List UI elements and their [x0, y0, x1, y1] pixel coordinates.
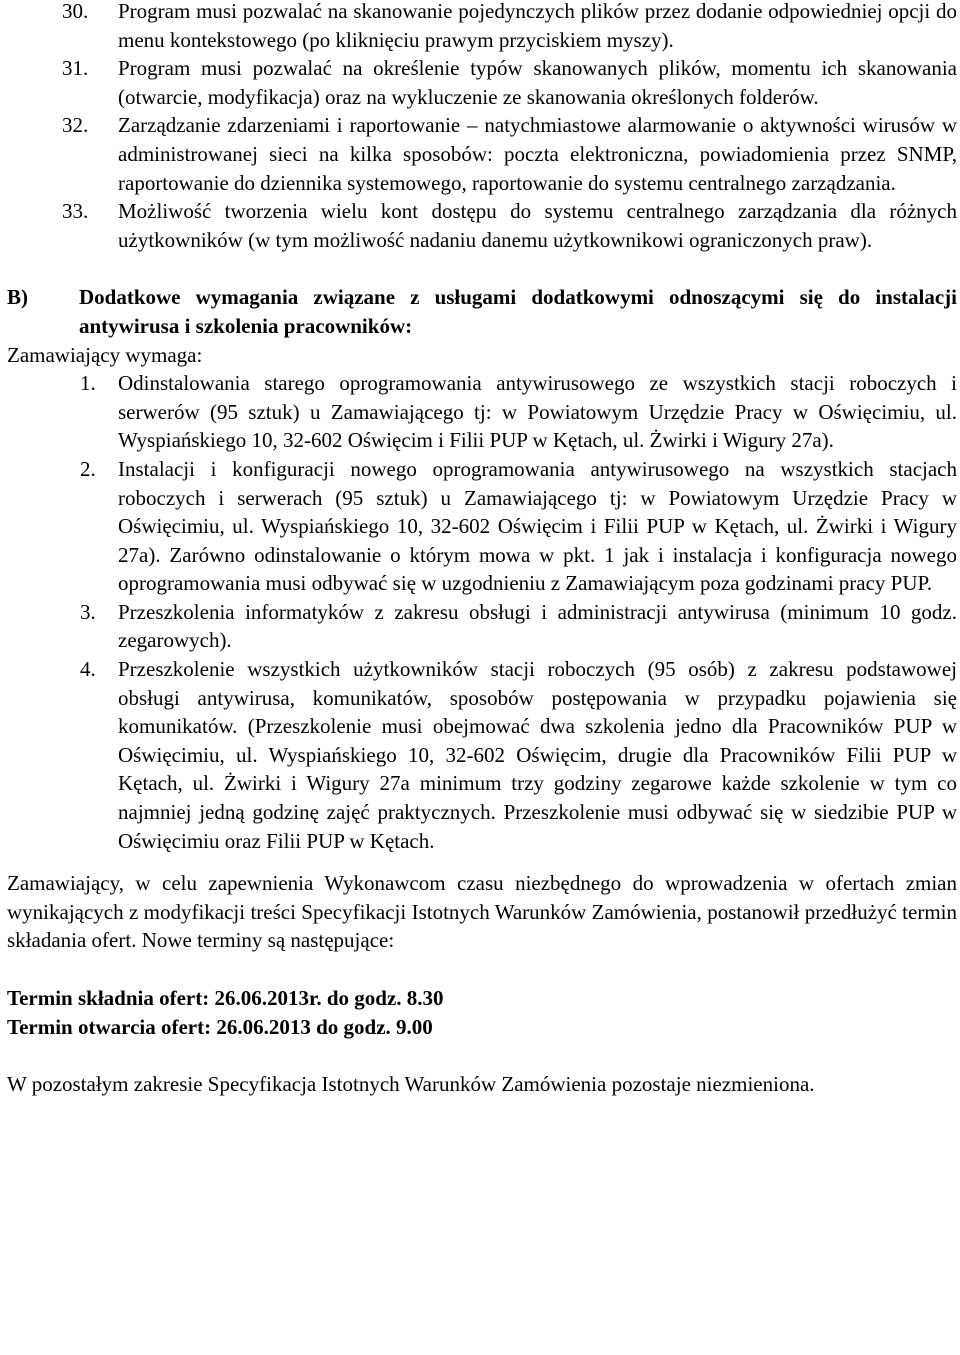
section-b [0, 283, 957, 855]
list-item-number: 2. [80, 456, 96, 481]
list-item [0, 197, 957, 254]
list-item-number: 32. [62, 113, 89, 138]
deadline-terms [0, 984, 957, 1041]
list-item-text: Zarządzanie zdarzeniami i raportowanie – natychmiastowe alarmowanie o aktywności wirusów w administrowanej sieci na kilka sposobów: poczta elektroniczna, powiadomienia przez SNMP, raportowanie do dziennika systemowego, raportowanie do systemu centralnego zarządzania. [118, 113, 957, 195]
list-item-text: Instalacji i konfiguracji nowego oprogramowania antywirusowego na wszystkich stacjach roboczych i serwerach (95 sztuk) u Zamawiającego tj: w Powiatowym Urzędzie Pracy w Oświęcimiu, ul. Wyspiańskiego 10, 32-602 Oświęcim i Filii PUP w Kętach, ul. Żwirki i Wigury 27a). Zarówno odinstalowanie o którym mowa w pkt. 1 jak i instalacja i konfiguracja nowego oprogramowania musi odbywać się w uzgodnieniu z Zamawiającym poza godzinami pracy PUP. [118, 456, 957, 596]
section-intro: Zamawiający wymaga: [7, 342, 203, 367]
opening-deadline: Termin otwarcia ofert: 26.06.2013 do godz. 9.00 [7, 1014, 433, 1039]
section-label: B) [7, 285, 28, 310]
list-item-number: 4. [80, 657, 96, 682]
list-item-number: 30. [62, 0, 89, 23]
list-item [0, 0, 957, 54]
list-item [0, 54, 957, 111]
submission-deadline: Termin składnia ofert: 26.06.2013r. do godz. 8.30 [7, 986, 444, 1010]
list-item [0, 111, 957, 197]
list-item-number: 33. [62, 199, 89, 224]
list-item [0, 369, 957, 455]
list-item-text: Możliwość tworzenia wielu kont dostępu do systemu centralnego zarządzania dla różnych użytkowników (w tym możliwość nadaniu danemu użytkownikowi ograniczonych praw). [118, 199, 957, 252]
list-item [0, 598, 957, 655]
list-item-number: 1. [80, 371, 96, 396]
list-item-text: Program musi pozwalać na skanowanie pojedynczych plików przez dodanie odpowiedniej opcji do menu kontekstowego (po kliknięciu prawym przyciskiem myszy). [118, 0, 957, 52]
closing-paragraph: W pozostałym zakresie Specyfikacja Istotnych Warunków Zamówienia pozostaje niezmieniona. [7, 1072, 815, 1097]
list-item-text: Program musi pozwalać na określenie typów skanowanych plików, momentu ich skanowania (otwarcie, modyfikacja) oraz na wykluczenie ze skanowania określonych folderów. [118, 56, 957, 109]
list-item-number: 31. [62, 56, 89, 81]
section-heading [0, 283, 957, 340]
list-item-text: Przeszkolenia informatyków z zakresu obsługi i administracji antywirusa (minimum 10 godz. zegarowych). [118, 599, 957, 653]
list-item [0, 655, 957, 855]
list-item-number: 3. [80, 599, 96, 624]
list-item [0, 455, 957, 598]
section-heading-text: Dodatkowe wymagania związane z usługami dodatkowymi odnoszącymi się do instalacji antywirusa i szkolenia pracowników: [79, 285, 957, 338]
deadline-extension-paragraph: Zamawiający, w celu zapewnienia Wykonawcom czasu niezbędnego do wprowadzenia w ofertach zmian wynikających z modyfikacji treści Specyfikacji Istotnych Warunków Zamówienia, postanowił przedłużyć termin składania ofert. Nowe terminy są następujące: [7, 871, 957, 953]
numbered-list [0, 0, 957, 254]
list-item-text: Przeszkolenie wszystkich użytkowników stacji roboczych (95 osób) z zakresu podstawowej obsługi antywirusa, komunikatów, sposobów postępowania w przypadku pojawienia się komunikatów. (Przeszkolenie musi obejmować dwa szkolenia jedno dla Pracowników PUP w Oświęcimiu, ul. Wyspiańskiego 10, 32-602 Oświęcim, drugie dla Pracowników Filii PUP w Kętach, ul. Żwirki i Wigury 27a minimum trzy godziny zegarowe każde szkolenie w tym co najmniej jedną godzinę zajęć praktycznych. Przeszkolenie musi odbywać się w siedzibie PUP w Oświęcimiu oraz Filii PUP w Kętach. [118, 657, 957, 853]
list-item-text: Odinstalowania starego oprogramowania antywirusowego ze wszystkich stacji roboczych i serwerów (95 sztuk) u Zamawiającego tj: w Powiatowym Urzędzie Pracy w Oświęcimiu, ul. Wyspiańskiego 10, 32-602 Oświęcim i Filii PUP w Kętach, ul. Żwirki i Wigury 27a). [118, 371, 957, 453]
